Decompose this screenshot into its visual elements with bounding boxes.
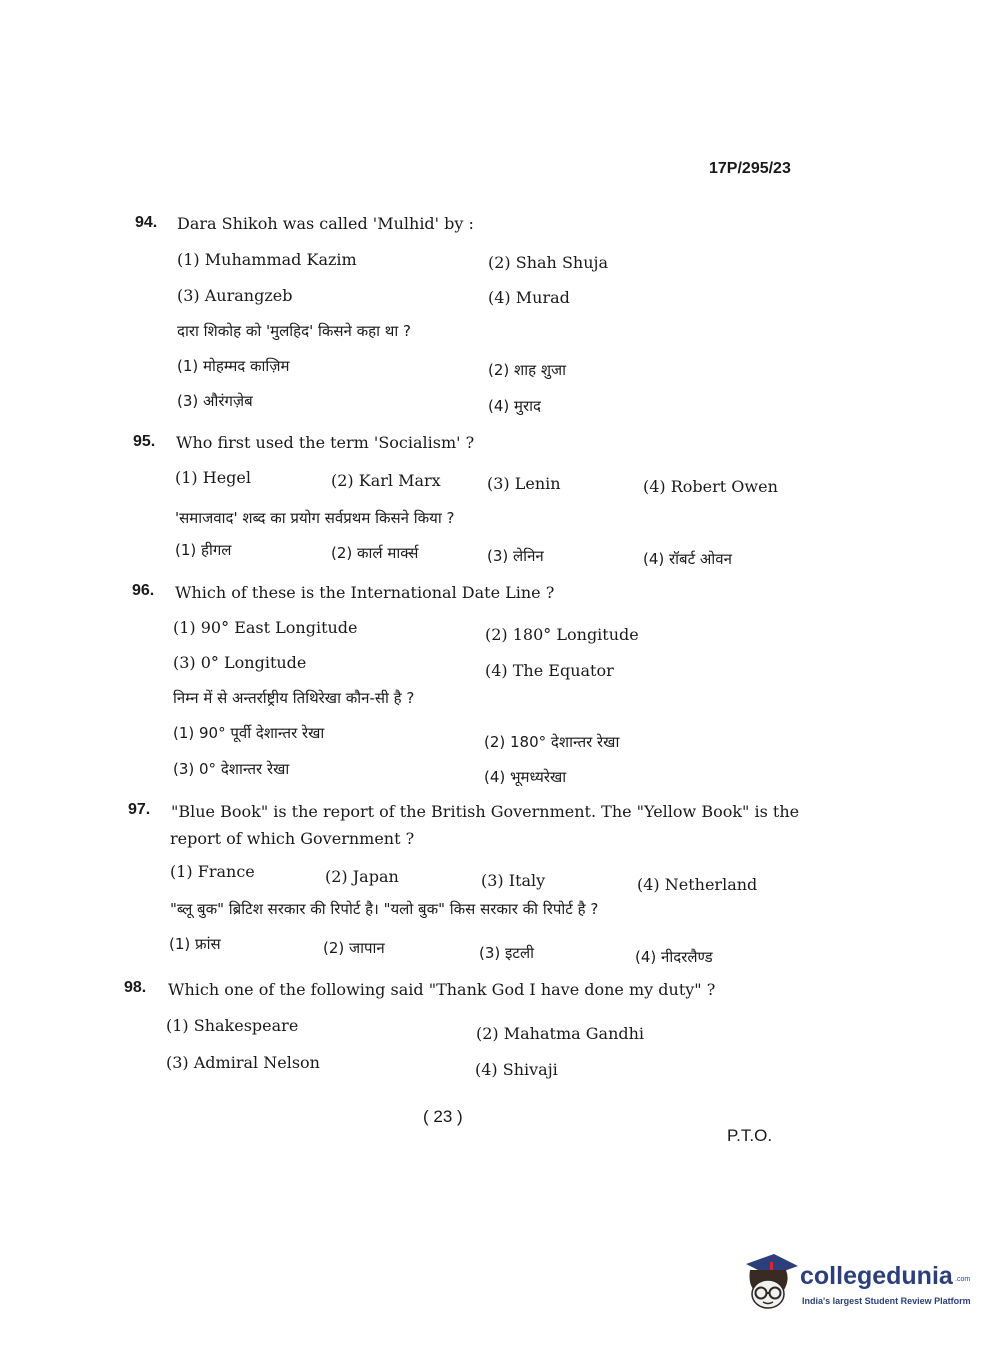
option-4-en: (4) Netherland xyxy=(637,875,758,894)
option-2-en: (2) 180° Longitude xyxy=(485,625,639,644)
option-1-en: (1) 90° East Longitude xyxy=(173,618,358,637)
option-2-hi: (2) 180° देशान्तर रेखा xyxy=(484,733,620,751)
page-number: ( 23 ) xyxy=(423,1107,463,1126)
option-4-en: (4) Murad xyxy=(488,288,570,307)
question-text-en-line-1: "Blue Book" is the report of the British Government. The "Yellow Book" is the xyxy=(171,802,800,821)
question-number: 96. xyxy=(132,582,155,599)
option-3-en: (3) Italy xyxy=(481,871,546,890)
question-text-en: Which of these is the International Date Line ? xyxy=(175,583,555,602)
pto-label: P.T.O. xyxy=(727,1126,773,1145)
question-number: 94. xyxy=(135,214,158,231)
question-number: 98. xyxy=(124,979,147,996)
option-1-hi: (1) हीगल xyxy=(175,541,232,559)
question-number: 97. xyxy=(128,801,151,818)
option-3-hi: (3) इटली xyxy=(479,944,534,962)
option-3-en: (3) Lenin xyxy=(487,474,561,493)
question-text-en: Dara Shikoh was called 'Mulhid' by : xyxy=(177,214,474,233)
option-2-hi: (2) कार्ल मार्क्स xyxy=(331,544,419,562)
question-text-en-line-2: report of which Government ? xyxy=(170,829,415,848)
option-4-hi: (4) मुराद xyxy=(488,397,541,415)
option-3-hi: (3) लेनिन xyxy=(487,547,544,565)
option-1-hi: (1) 90° पूर्वी देशान्तर रेखा xyxy=(173,724,325,742)
option-4-en: (4) The Equator xyxy=(485,661,614,680)
question-number: 95. xyxy=(133,433,156,450)
option-4-en: (4) Shivaji xyxy=(475,1060,558,1079)
option-1-hi: (1) फ्रांस xyxy=(169,935,221,953)
option-1-en: (1) Muhammad Kazim xyxy=(177,250,357,269)
question-text-en: Which one of the following said "Thank God I have done my duty" ? xyxy=(168,980,716,999)
option-3-hi: (3) 0° देशान्तर रेखा xyxy=(173,760,290,778)
collegedunia-logo xyxy=(740,1248,970,1318)
option-1-en: (1) France xyxy=(170,862,255,881)
option-2-en: (2) Japan xyxy=(325,867,399,886)
option-4-en: (4) Robert Owen xyxy=(643,477,778,496)
logo-tagline: India's largest Student Review Platform xyxy=(802,1296,971,1306)
paper-code: 17P/295/23 xyxy=(709,160,791,177)
question-text-hi: दारा शिकोह को 'मुलहिद' किसने कहा था ? xyxy=(177,322,411,340)
option-2-hi: (2) शाह शुजा xyxy=(488,361,567,379)
option-3-en: (3) Aurangzeb xyxy=(177,286,293,305)
question-text-hi: "ब्लू बुक" ब्रिटिश सरकार की रिपोर्ट है। "यलो बुक" किस सरकार की रिपोर्ट है ? xyxy=(170,900,599,918)
logo-wordmark: collegedunia xyxy=(800,1262,953,1290)
option-1-en: (1) Hegel xyxy=(175,468,251,487)
option-1-en: (1) Shakespeare xyxy=(166,1016,299,1035)
option-2-en: (2) Shah Shuja xyxy=(488,253,609,272)
option-4-hi: (4) नीदरलैण्ड xyxy=(635,948,713,966)
option-2-en: (2) Karl Marx xyxy=(331,471,441,490)
option-3-en: (3) 0° Longitude xyxy=(173,653,307,672)
option-3-hi: (3) औरंगज़ेब xyxy=(177,392,253,410)
question-text-hi: निम्न में से अन्तर्राष्ट्रीय तिथिरेखा कौन-सी है ? xyxy=(173,689,415,707)
option-2-hi: (2) जापान xyxy=(323,939,385,957)
logo-domain-suffix: .com xyxy=(955,1276,971,1283)
option-3-en: (3) Admiral Nelson xyxy=(166,1053,320,1072)
question-text-en: Who first used the term 'Socialism' ? xyxy=(176,433,475,452)
option-4-hi: (4) भूमध्यरेखा xyxy=(484,768,567,786)
question-text-hi: 'समाजवाद' शब्द का प्रयोग सर्वप्रथम किसने किया ? xyxy=(175,509,455,527)
option-4-hi: (4) रॉबर्ट ओवन xyxy=(643,550,732,568)
option-1-hi: (1) मोहम्मद काज़िम xyxy=(177,357,290,375)
student-mascot-icon xyxy=(740,1248,800,1312)
option-2-en: (2) Mahatma Gandhi xyxy=(476,1024,645,1043)
